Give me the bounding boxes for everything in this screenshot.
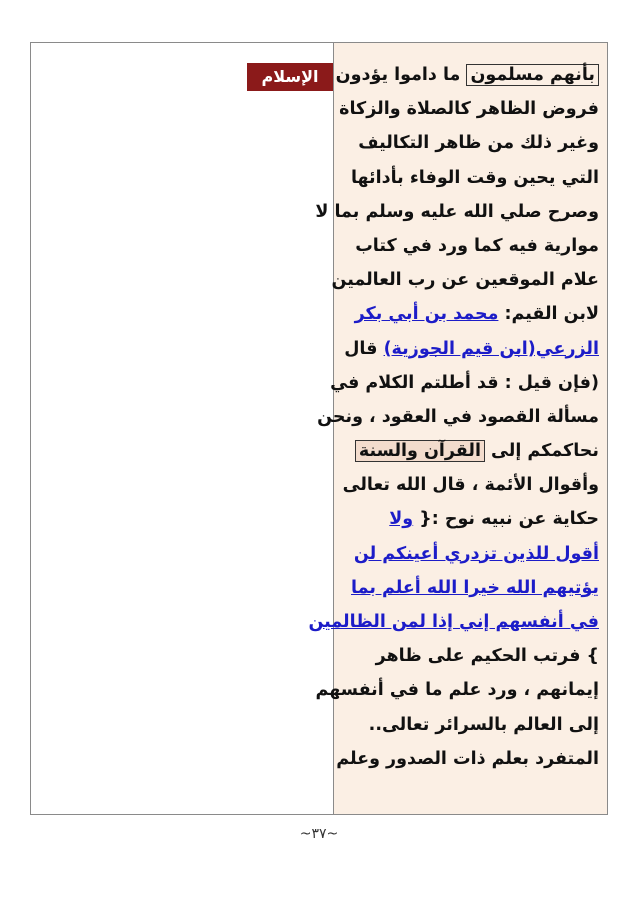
line-text: لابن القيم: [498,304,599,325]
text-line: إلى العالم بالسرائر تعالى.. [368,714,599,735]
author-name-link[interactable]: الزرعي(ابن قيم الجوزية) [383,338,599,359]
text-line [342,502,599,536]
page-table [30,42,608,815]
quran-quote-line: أقول للذين تزدري أعينكم لن [353,543,599,564]
quran-quote-line: في أنفسهم إني إذا لمن الظالمين [308,612,599,632]
text-line: وصرح صلي الله عليه وسلم بما لا [315,201,599,222]
text-line [342,434,599,468]
text-line [335,58,599,92]
line-text: ما داموا يؤدون [335,65,467,85]
boxed-phrase: القرآن والسنة [355,440,485,462]
margin-cell [31,43,333,814]
text-line: (فإن قيل : قد أطلتم الكلام في [330,372,599,393]
boxed-phrase: بأنهم مسلمون [466,64,599,86]
line-text: نحاكمكم إلى [484,441,599,462]
quran-quote: ولا [389,509,414,530]
page-number: ~٣٧~ [299,826,339,842]
text-line: موارية فيه كما ورد في كتاب [355,235,599,256]
text-line [342,297,599,331]
text-line: } فرتب الحكيم على ظاهر [375,646,599,667]
text-line [342,332,599,366]
text-line: علام الموقعين عن رب العالمين [331,270,599,291]
text-line: وأقوال الأئمة ، قال الله تعالى [342,475,599,496]
line-text: حكاية عن نبيه نوح :{ [413,509,599,530]
text-line: التي يحين وقت الوفاء بأدائها [350,167,599,188]
text-lines [308,58,599,776]
author-name-link[interactable]: محمد بن أبي بكر [354,304,499,325]
text-line: فروض الظاهر كالصلاة والزكاة [339,99,599,120]
text-line: وغير ذلك من ظاهر التكاليف [358,133,599,154]
text-line: المتفرد بعلم ذات الصدور وعلم [336,748,599,769]
line-text: قال [344,338,384,359]
text-cell [308,43,607,814]
text-line: مسألة القصود في العقود ، ونحن [317,406,599,427]
topic-tag: الإسلام [247,63,333,91]
text-line: إيمانهم ، ورد علم ما في أنفسهم [315,680,599,701]
quran-quote-line: يؤتيهم الله خيرا الله أعلم بما [351,577,599,598]
